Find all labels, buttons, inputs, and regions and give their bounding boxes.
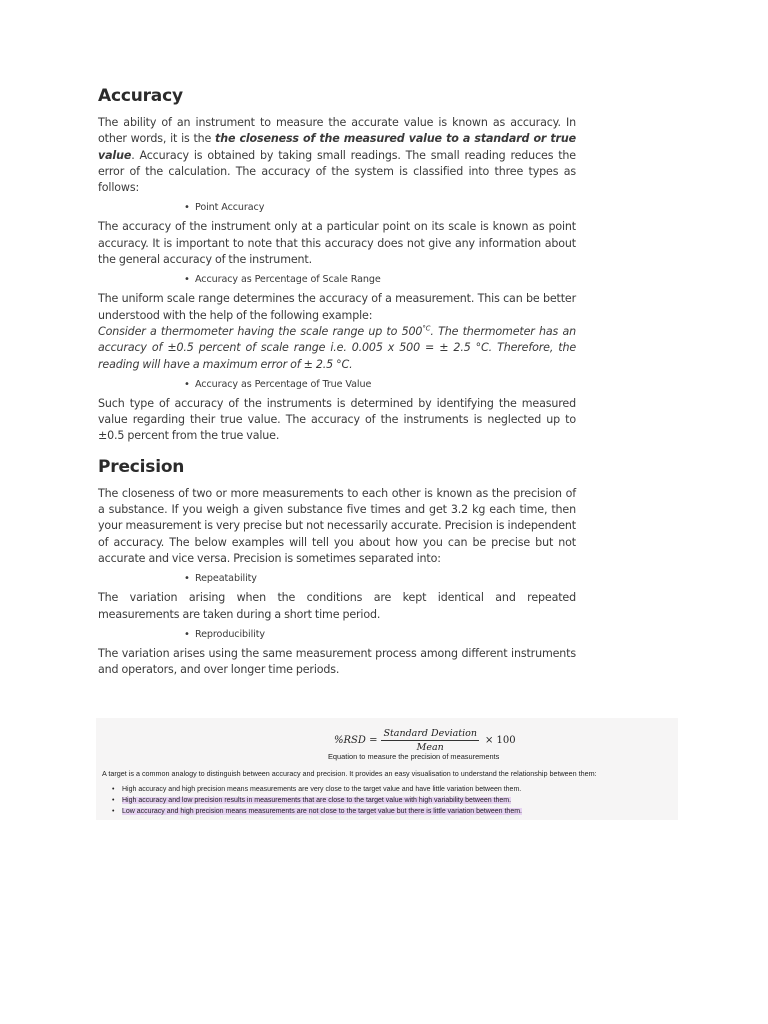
accuracy-heading: Accuracy xyxy=(98,86,183,106)
formula-lhs: %RSD = xyxy=(334,735,378,746)
list-item xyxy=(112,795,522,806)
target-analogy-list xyxy=(112,784,522,817)
bullet-list xyxy=(98,272,576,287)
bullet-list xyxy=(98,571,576,586)
scale-range-paragraph: The uniform scale range determines the accuracy of a measurement. This can be better understood with the help of the following example: xyxy=(98,292,576,322)
accuracy-intro: The ability of an instrument to measure the accurate value is known as accuracy. In other words, it is the the closeness of the measured value to a standard or true value. Accuracy is obtained by taking small readings. The small reading reduces the error of the calculation. The accuracy of the system is classified into three types as follows: xyxy=(98,116,576,195)
bullet-list xyxy=(98,627,576,642)
point-accuracy-paragraph: The accuracy of the instrument only at a particular point on its scale is known as point accuracy. It is important to note that this accuracy does not give any information about the general accuracy of the instrument. xyxy=(98,220,576,267)
precision-intro: The closeness of two or more measurements to each other is known as the precision of a substance. If you weigh a given substance five times and get 3.2 kg each time, then your measurement is very precise but not necessarily accurate. Precision is independent of accuracy. The below examples will tell you about how you can be precise but not accurate and vice versa. Precision is sometimes separated into: xyxy=(98,486,576,565)
list-item: • Point Accuracy xyxy=(184,200,576,215)
formula-denominator: Mean xyxy=(416,742,444,753)
accuracy-definition-emphasis: the closeness of the measured value to a standard or true value xyxy=(98,132,576,162)
list-item: • Reproducibility xyxy=(184,627,576,642)
formula-fraction xyxy=(381,728,479,753)
list-item: • High accuracy and high precision means measurements are very close to the target value and have little variation between them. xyxy=(112,784,522,795)
article xyxy=(98,84,576,678)
list-item: • Accuracy as Percentage of Scale Range xyxy=(184,272,576,287)
highlighted-text: High accuracy and low precision results in measurements that are close to the target value with high variability between them. xyxy=(122,797,512,804)
rsd-formula xyxy=(334,728,516,753)
precision-heading: Precision xyxy=(98,456,185,477)
formula-rhs: × 100 xyxy=(484,735,516,746)
true-value-paragraph: Such type of accuracy of the instruments is determined by identifying the measured value regarding their true value. The accuracy of the instruments is neglected up to ±0.5 percent from the true value. xyxy=(98,396,576,443)
list-item: • Repeatability xyxy=(184,571,576,586)
bullet-list xyxy=(98,200,576,215)
reproducibility-paragraph: The variation arises using the same measurement process among different instruments and operators, and over longer time periods. xyxy=(98,646,576,677)
rsd-figure xyxy=(96,718,678,820)
thermometer-example: Consider a thermometer having the scale range up to $500^{^\circ C}$. The thermometer has an accuracy of ±0.5 percent of scale range i.e. 0.005 x 500 = ± 2.5 °C. Therefore, the reading will have a maximum error of ± 2.5 °C. xyxy=(98,324,576,371)
list-item xyxy=(112,806,522,817)
list-item: • Accuracy as Percentage of True Value xyxy=(184,377,576,392)
repeatability-paragraph: The variation arising when the conditions are kept identical and repeated measurements are taken during a short time period. xyxy=(98,591,576,621)
formula-numerator: Standard Deviation xyxy=(383,728,477,739)
highlighted-text: Low accuracy and high precision means measurements are not close to the target value but there is little variation between them. xyxy=(122,808,522,815)
target-analogy-intro: A target is a common analogy to distinguish between accuracy and precision. It provides an easy visualisation to understand the relationship between them: xyxy=(102,769,597,778)
formula-caption: Equation to measure the precision of measurements xyxy=(328,752,500,761)
bullet-list xyxy=(98,377,576,392)
